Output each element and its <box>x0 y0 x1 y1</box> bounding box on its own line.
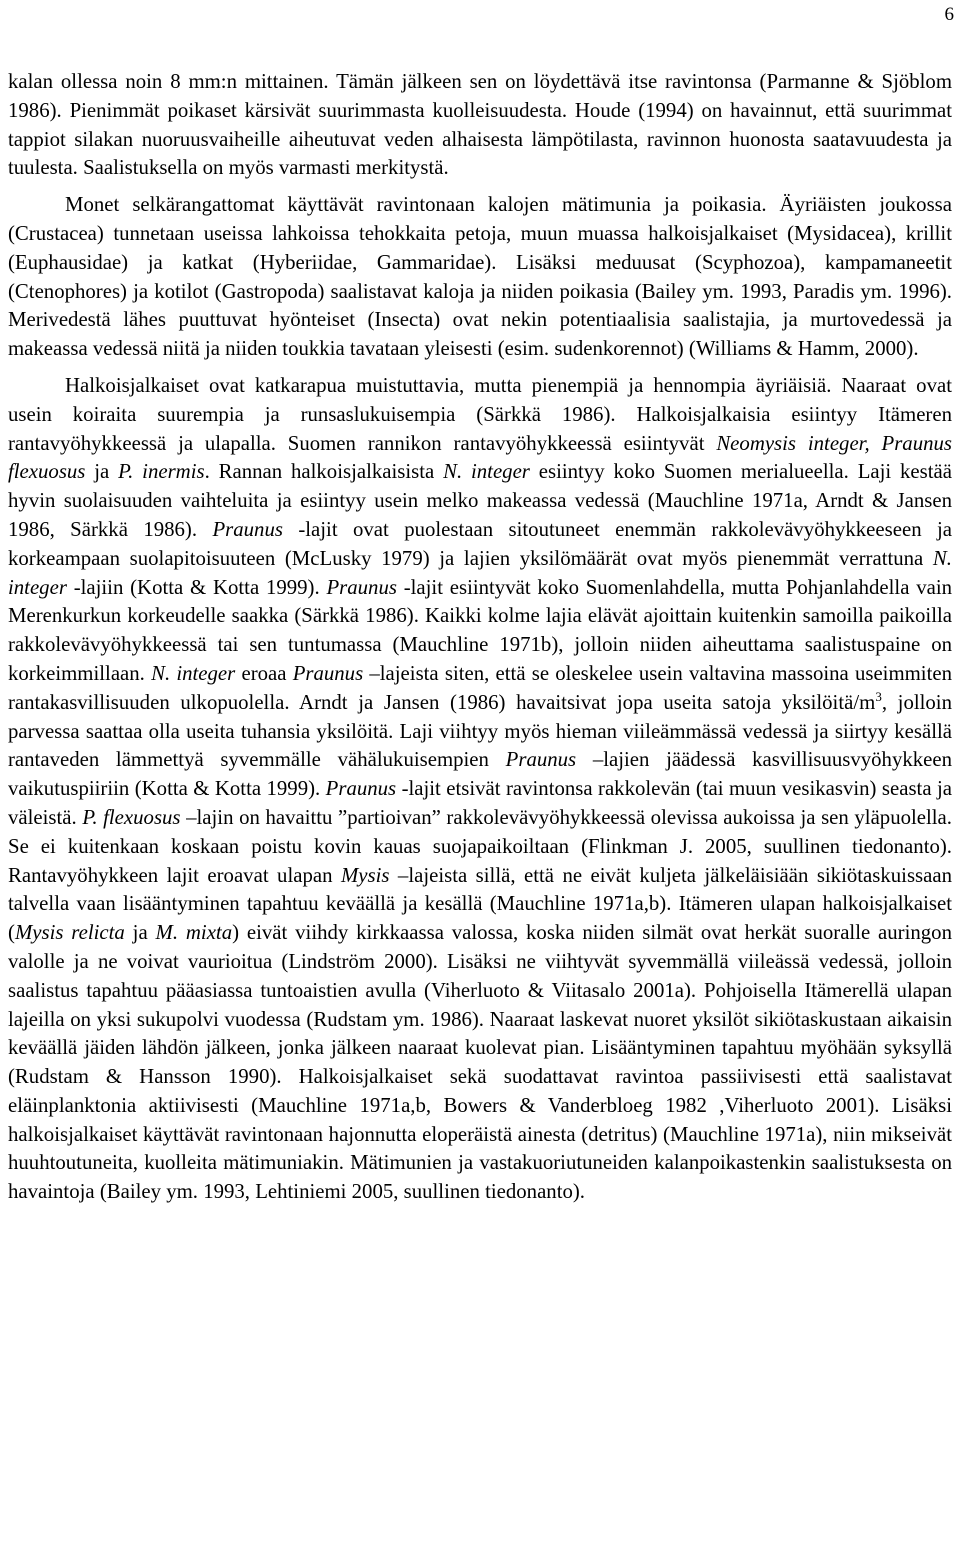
species-name: N. integer <box>8 546 952 599</box>
species-name: Neomysis integer, Praunus flexuosus <box>8 431 952 484</box>
text-run: -lajiin (Kotta & Kotta 1999). <box>66 575 327 599</box>
text-run: , jolloin parvessa saattaa olla useita tuhansia yksilöitä. Laji viihtyy myös hieman viileämmässä vedessä ja siirtyy kesällä rantaveden lämmettyä syvemmälle vähälukuisempien <box>8 690 952 772</box>
text-run: . Rannan halkoisjalkaisista <box>204 460 444 484</box>
text-run: –lajin on havaittu ”partioivan” rakkolevävyöhykkeessä olevissa aukoissa ja sen yläpuolella. Se ei kuitenkaan koskaan poistu kovin kauas suojapaikoiltaan (Flinkman J. 2005, suullinen tiedonanto). Rantavyöhykkeen lajit eroavat ulapan <box>8 805 952 887</box>
text-run: -lajit ovat puolestaan sitoutuneet enemmän rakkolevävyöhykkeeseen ja korkeampaan suolapitoisuuteen (McLusky 1979) ja lajien yksilömäärät ovat myös pienemmät verrattuna <box>8 517 953 570</box>
text-run: –lajeista sillä, että ne eivät kuljeta jälkeläisiään sikiötaskuissaan talvella vaan lisääntyminen tapahtuu keväällä ja kesällä (Mauchline 1971a,b). Itämeren ulapan halkoisjalkaiset ( <box>8 863 952 945</box>
page-number: 6 <box>944 4 954 25</box>
species-name: Mysis <box>340 863 390 887</box>
text-run: ja <box>85 460 119 484</box>
species-name: N. integer <box>151 661 236 685</box>
species-name: Praunus <box>325 777 397 801</box>
text-run: –lajeista siten, että se oleskelee usein valtavina massoina useimmiten rantakasvillisuuden ulkopuolella. Arndt ja Jansen (1986) havaitsivat jopa useita satoja yksilöitä/m <box>8 661 952 714</box>
text-run: eroaa <box>235 661 293 685</box>
text-run: Halkoisjalkaiset ovat katkarapua muistuttavia, mutta pienempiä ja hennompia äyriäisiä. Naaraat ovat usein koiraita suurempia ja runsaslukuisempia (Särkkä 1986). Halkoisjalkaisia esiintyy Itämeren rantavyöhykkeessä ja ulapalla. Suomen rannikon rantavyöhykkeessä esiintyvät <box>8 373 952 455</box>
paragraph-3 <box>8 372 952 1207</box>
paragraph-1 <box>8 68 952 183</box>
species-name: P. flexuosus <box>82 805 181 829</box>
superscript: 3 <box>875 688 882 704</box>
text-run: –lajien jäädessä kasvillisuusvyöhykkeen vaikutuspiiriin (Kotta & Kotta 1999). <box>8 748 952 801</box>
species-name: Praunus <box>505 748 577 772</box>
text-run: -lajit esiintyvät koko Suomenlahdella, mutta Pohjanlahdella vain Merenkurkun korkeudelle saakka (Särkkä 1986). Kaikki kolme lajia elävät ajoittain kuitenkin samoilla paikoilla rakkolevävyöhykkeessä tai sen tuntumassa (Mauchline 1971b), jolloin niiden aiheuttama saalistuspaine on korkeimmillaan. <box>8 575 953 685</box>
species-name: Mysis relicta <box>14 921 125 945</box>
paragraph-2 <box>8 191 952 364</box>
species-name: P. inermis <box>118 460 205 484</box>
text-run: ja <box>124 921 156 945</box>
species-name: Praunus <box>326 575 397 599</box>
species-name: Praunus <box>212 517 283 541</box>
species-name: M. mixta <box>155 921 233 945</box>
text-run: ) eivät viihdy kirkkaassa valossa, koska niiden silmät ovat herkät suoralle auringon valolle ja ne voivat vaurioitua (Lindström 2000). Lisäksi ne viihtyvät syvemmällä viileässä vedessä, jolloin saalistus tapahtuu pääasiassa tuntoaistien avulla (Viherluoto & Viitasalo 2001a). Pohjoisella Itämerellä ulapan lajeilla on yksi sukupolvi vuodessa (Rudstam ym. 1986). Naaraat laskevat nuoret yksilöt sikiötaskustaan aikaisin keväällä jäiden lähdön jälkeen, jonka jälkeen naaraat kuolevat pian. Lisääntyminen tapahtuu myöhään syksyllä (Rudstam & Hansson 1990). Halkoisjalkaiset sekä suodattavat ravintoa passiivisesti että saalistavat eläinplanktonia aktiivisesti (Mauchline 1971a,b, Bowers & Vanderbloeg 1982 ,Viherluoto 2001). Lisäksi halkoisjalkaiset käyttävät ravintonaan hajonnutta eloperäistä ainesta (detritus) (Mauchline 1971a), niin mikseivät huuhtoutuneita, kuolleita mätimuniakin. Mätimunien ja vastakuoriutuneiden kalanpoikastenkin saalistuksesta on havaintoja (Bailey ym. 1993, Lehtiniemi 2005, suullinen tiedonanto). <box>8 921 952 1204</box>
species-name: Praunus <box>292 661 364 685</box>
species-name: N. integer <box>443 460 530 484</box>
text-run: esiintyy koko Suomen merialueella. Laji kestää hyvin suolaisuuden vaihteluita ja esiintyy usein melko makeassa vedessä (Mauchline 1971a, Arndt & Jansen 1986, Särkkä 1986). <box>8 460 952 541</box>
text-run: Monet selkärangattomat käyttävät ravintonaan kalojen mätimunia ja poikasia. Äyriäisten joukossa (Crustacea) tunnetaan useissa lahkoissa tehokkaita petoja, muun muassa halkoisjalkaiset (Mysidacea), krillit (Euphausidae) ja katkat (Hyberiidae, Gammaridae). Lisäksi meduusat (Scyphozoa), kampamaneetit (Ctenophores) ja kotilot (Gastropoda) saalistavat kaloja ja niiden poikasia (Bailey ym. 1993, Paradis ym. 1996). Merivedestä lähes puuttuvat hyönteiset (Insecta) ovat nekin potentiaalisia saalistajia, ja murtovedessä ja makeassa vedessä niitä ja niiden toukkia tavataan yleisesti (esim. sudenkorennot) (Williams & Hamm, 2000). <box>8 193 952 361</box>
text-run: -lajit etsivät ravintonsa rakkolevän (tai muun vesikasvin) seasta ja väleistä. <box>8 777 952 829</box>
text-run: kalan ollessa noin 8 mm:n mittainen. Tämän jälkeen sen on löydettävä itse ravintonsa (Parmanne & Sjöblom 1986). Pienimmät poikaset kärsivät suurimmasta kuolleisuudesta. Houde (1994) on havainnut, että suurimmat tappiot silakan nuoruusvaiheille aiheutuvat veden alhaisesta lämpötilasta, ravinnon huonosta saatavuudesta ja tuulesta. Saalistuksella on myös varmasti merkitystä. <box>8 70 952 180</box>
